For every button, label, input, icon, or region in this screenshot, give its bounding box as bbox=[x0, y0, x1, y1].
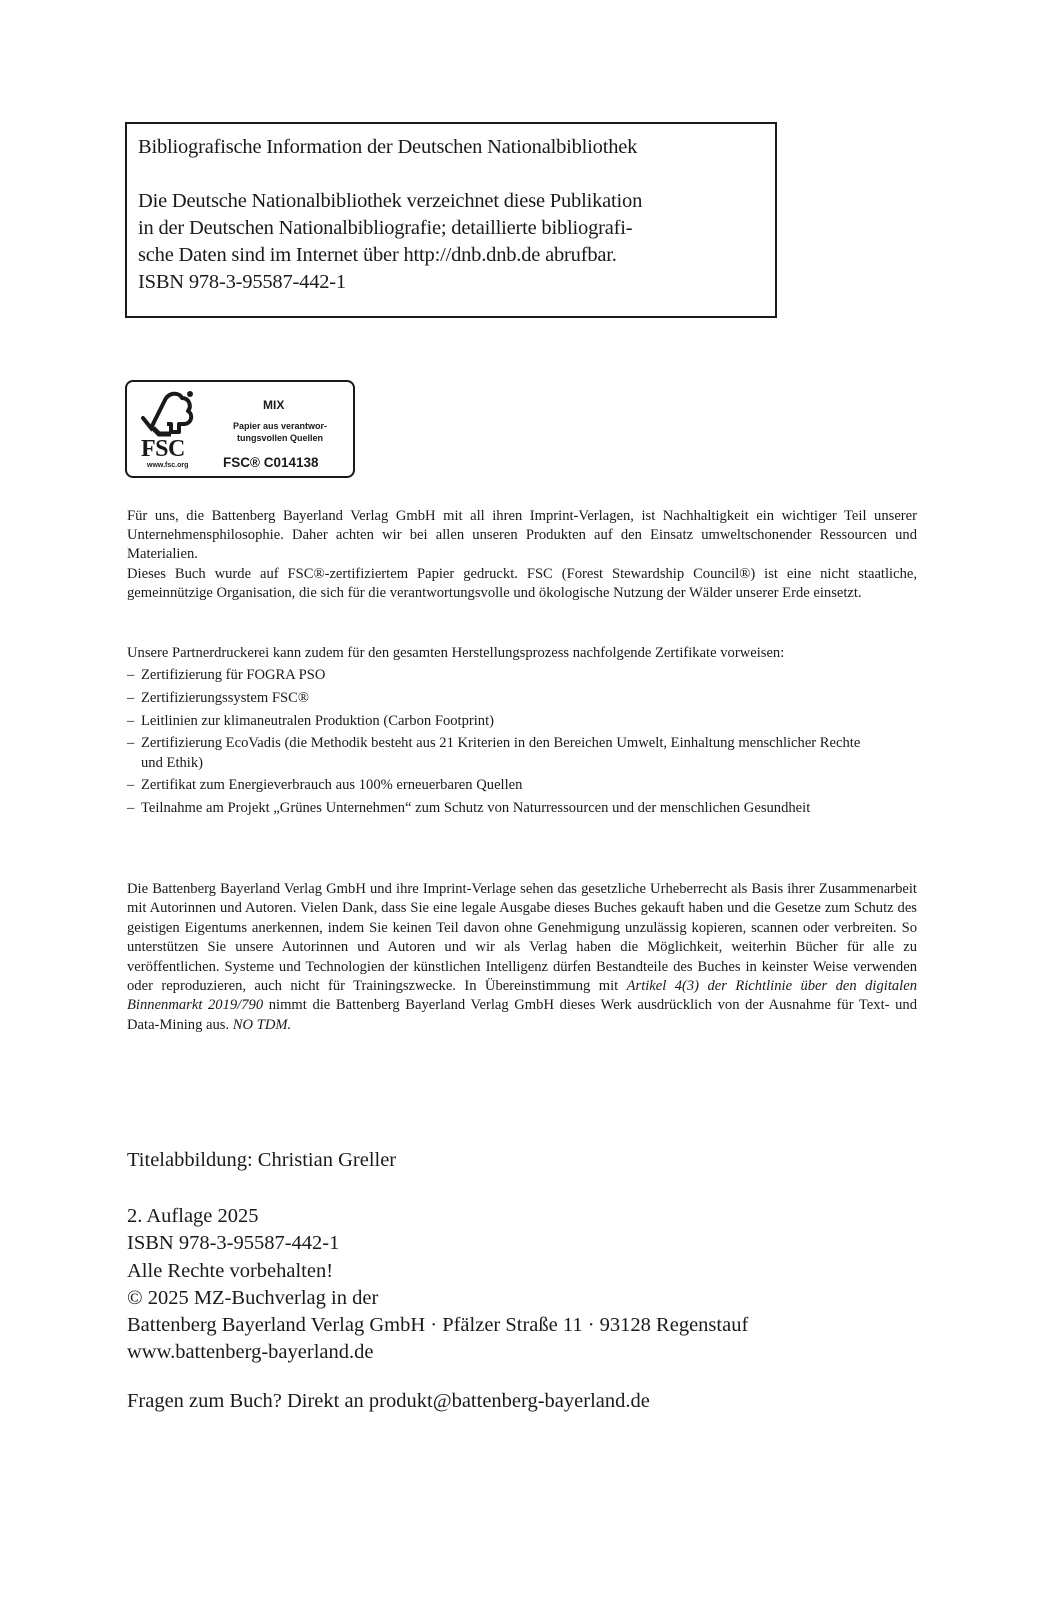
eu-directive-reference: Artikel 4(3) der Richtlinie über den digitalen Binnenmarkt 2019/790 bbox=[127, 978, 917, 1014]
dash-bullet: – bbox=[127, 735, 135, 752]
fsc-paper-line: tungsvollen Quellen bbox=[236, 433, 323, 443]
certificates-list bbox=[127, 666, 917, 818]
rights-reserved: Alle Rechte vorbehalten! bbox=[127, 1259, 334, 1282]
fsc-license-code: FSC® C014138 bbox=[223, 455, 319, 470]
sustainability-paragraph: Dieses Buch wurde auf FSC®-zertifiziertem Papier gedruckt. FSC (Forest Stewardship Council®) ist eine nicht staatliche, gemeinnützige Organisation, die sich für die verantwortungsvolle und ökologische Nutzung der Wälder unserer Erde einsetzt. bbox=[127, 565, 917, 601]
copyright-notice bbox=[127, 880, 917, 1035]
contact-line: Fragen zum Buch? Direkt an produkt@battenberg-bayerland.de bbox=[127, 1390, 650, 1412]
fsc-mix: MIX bbox=[263, 398, 285, 412]
no-tdm-label: NO TDM. bbox=[232, 1016, 292, 1033]
certificate-item: – Teilnahme am Projekt „Grünes Unternehmen“ zum Schutz von Naturressourcen und der menschlichen Gesundheit bbox=[127, 799, 917, 818]
certificates-intro: Unsere Partnerdruckerei kann zudem für den gesamten Herstellungsprozess nachfolgende Zertifikate vorweisen: bbox=[127, 645, 785, 661]
dash-bullet: – bbox=[127, 667, 135, 684]
cover-credit: Titelabbildung: Christian Greller bbox=[127, 1149, 397, 1171]
dnb-line: in der Deutschen Nationalbibliografie; detaillierte bibliografi- bbox=[138, 217, 633, 239]
copyright-line: © 2025 MZ-Buchverlag in der bbox=[127, 1286, 379, 1309]
certificates-section bbox=[127, 644, 917, 822]
fsc-label bbox=[125, 380, 355, 478]
sustainability-section bbox=[127, 507, 917, 603]
certificate-item: – Zertifizierung EcoVadis (die Methodik besteht aus 21 Kriterien in den Bereichen Umwelt, Einhaltung menschlicher Rechte und Ethik) bbox=[127, 735, 861, 771]
dnb-heading: Bibliografische Information der Deutschen Nationalbibliothek bbox=[138, 136, 638, 158]
dash-bullet: – bbox=[127, 799, 135, 816]
edition: 2. Auflage 2025 bbox=[127, 1205, 259, 1227]
dash-bullet: – bbox=[127, 712, 135, 729]
dnb-bibliographic-box bbox=[125, 122, 777, 318]
dash-bullet: – bbox=[127, 777, 135, 794]
dnb-line: sche Daten sind im Internet über http://dnb.dnb.de abrufbar. bbox=[138, 244, 617, 266]
cover-credit-block bbox=[127, 1147, 396, 1174]
copyright-notice-paragraph: Die Battenberg Bayerland Verlag GmbH und ihre Imprint-Verlage sehen das gesetzliche Urheberrecht als Basis ihrer Zusammenarbeit mit Autorinnen und Autoren. Vielen Dank, dass Sie eine legale Ausgabe dieses Buches gekauft haben und die Gesetze zum Schutz des geistigen Eigentums anerkennen, indem Sie keinen Teil davon ohne Genehmigung unzulässig kopieren, scannen oder verbreiten. So unterstützen Sie unsere Autorinnen und Autoren und wir als Verlag haben die Möglichkeit, weiterhin Bücher für alle zu veröffentlichen. Systeme und Technologien der künstlichen Intelligenz dürfen Bestandteile des Buches in keinster Weise verwenden oder reproduzieren, auch nicht für Trainingszwecke. In Übereinstimmung mit Artikel 4(3) der Richtlinie über den digitalen Binnenmarkt 2019/790 nimmt die Battenberg Bayerland Verlag GmbH dieses Werk ausdrücklich von der Ausnahme für Text- und Data-Mining aus. NO TDM. bbox=[127, 881, 917, 1033]
fsc-paper-line: Papier aus verantwor- bbox=[232, 421, 328, 431]
dnb-line: Die Deutsche Nationalbibliothek verzeichnet diese Publikation bbox=[138, 190, 643, 212]
certificate-item: – Zertifizierung für FOGRA PSO bbox=[127, 666, 917, 685]
sustainability-paragraph: Für uns, die Battenberg Bayerland Verlag GmbH mit all ihren Imprint-Verlagen, ist Nachhaltigkeit ein wichtiger Teil unserer Unternehmensphilosophie. Daher achten wir bei allen unseren Produkten auf den Einsatz umweltschonender Ressourcen und Materialien. bbox=[127, 508, 917, 563]
dnb-isbn: ISBN 978-3-95587-442-1 bbox=[138, 271, 346, 293]
dash-bullet: – bbox=[127, 689, 135, 706]
contact-block bbox=[127, 1388, 650, 1415]
imprint-block bbox=[127, 1203, 748, 1367]
imprint-isbn: ISBN 978-3-95587-442-1 bbox=[127, 1232, 340, 1255]
fsc-letters: FSC bbox=[141, 436, 185, 462]
publisher-website: www.battenberg-bayerland.de bbox=[127, 1341, 374, 1364]
certificate-item: – Zertifikat zum Energieverbrauch aus 100% erneuerbaren Quellen bbox=[127, 776, 917, 795]
publisher-address: Battenberg Bayerland Verlag GmbH · Pfälzer Straße 11 · 93128 Regenstauf bbox=[127, 1314, 749, 1337]
certificate-item: – Zertifizierungssystem FSC® bbox=[127, 689, 917, 708]
fsc-url: www.fsc.org bbox=[147, 462, 189, 469]
certificate-item: – Leitlinien zur klimaneutralen Produktion (Carbon Footprint) bbox=[127, 712, 917, 731]
fsc-paper-text bbox=[215, 420, 345, 444]
